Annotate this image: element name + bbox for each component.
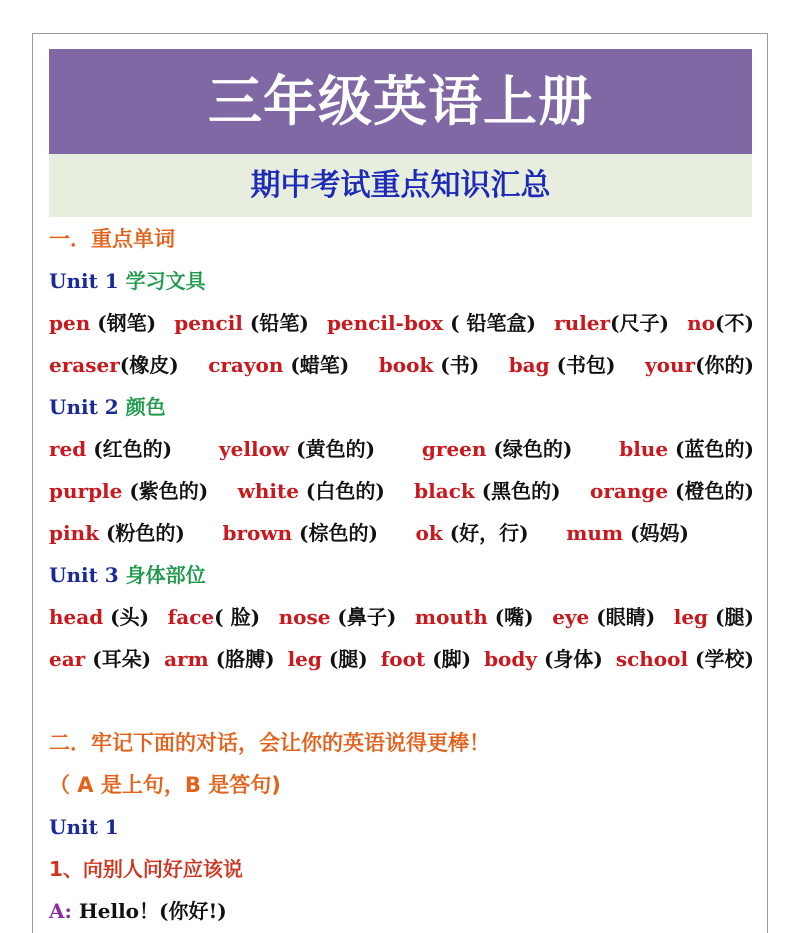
unit-topic: 身体部位 (125, 563, 206, 587)
chinese-meaning: (蓝色的) (668, 437, 754, 461)
chinese-meaning: (腿) (708, 605, 754, 629)
vocab-item (414, 470, 560, 512)
vocab-item (645, 344, 754, 386)
vocab-item (279, 596, 397, 638)
speaker-label: A: (49, 899, 72, 923)
english-word: school (615, 647, 689, 671)
unit-label: Unit 2 (49, 395, 119, 419)
vocab-item (552, 596, 655, 638)
english-word: red (49, 437, 87, 461)
english-word: eye (552, 605, 590, 629)
page-title: 三年级英语上册 (49, 49, 752, 154)
chinese-meaning: (耳朵) (85, 647, 152, 671)
chinese-meaning: (紫色的) (122, 479, 209, 503)
vocab-item (174, 302, 309, 344)
vocab-item (288, 638, 368, 680)
chinese-meaning: (书包) (549, 353, 616, 377)
english-word: face (167, 605, 215, 629)
chinese-meaning: (胳膊) (208, 647, 275, 671)
vocab-item (616, 638, 754, 680)
unit-topic: 颜色 (125, 395, 166, 419)
english-word: purple (49, 479, 123, 503)
vocab-item (415, 596, 534, 638)
english-word: white (237, 479, 299, 503)
english-word: orange (589, 479, 669, 503)
chinese-meaning: (铅笔) (242, 311, 309, 335)
english-word: mum (566, 521, 624, 545)
section-heading-vocabulary: 一．重点单词 (49, 227, 175, 251)
english-word: nose (278, 605, 331, 629)
chinese-meaning: (眼睛) (589, 605, 656, 629)
chinese-meaning: (白色的) (298, 479, 385, 503)
english-word: foot (380, 647, 426, 671)
chinese-meaning: (嘴) (487, 605, 534, 629)
chinese-meaning: (学校) (688, 647, 754, 671)
vocab-item (49, 302, 156, 344)
vocab-item (219, 428, 375, 470)
english-word: leg (287, 647, 322, 671)
english-word: eraser (49, 353, 120, 377)
chinese-meaning: (黄色的) (289, 437, 376, 461)
vocab-item (49, 470, 208, 512)
english-word: blue (619, 437, 669, 461)
english-word: ruler (554, 311, 611, 335)
chinese-meaning: (黑色的) (474, 479, 561, 503)
unit-2-header (49, 386, 754, 428)
vocab-item (509, 344, 616, 386)
english-word: book (378, 353, 434, 377)
vocab-item (422, 428, 572, 470)
vocab-row (49, 470, 754, 512)
vocab-item (674, 596, 754, 638)
vocab-item (49, 344, 179, 386)
english-word: mouth (414, 605, 488, 629)
english-word: yellow (219, 437, 290, 461)
chinese-meaning: (粉色的) (98, 521, 185, 545)
chinese-meaning: (妈妈) (623, 521, 689, 545)
unit-topic: 学习文具 (125, 269, 206, 293)
dialogue-note: （ A 是上句，B 是答句) (49, 773, 281, 797)
vocab-item (416, 512, 529, 554)
vocab-item (619, 428, 754, 470)
vocab-item (381, 638, 471, 680)
english-word: head (49, 605, 104, 629)
vocab-item (222, 512, 378, 554)
chinese-meaning: (鼻子) (330, 605, 397, 629)
english-word: no (687, 311, 716, 335)
chinese-meaning: (脚) (425, 647, 472, 671)
unit-1-dialogue-header: Unit 1 (49, 815, 119, 839)
english-word: body (484, 647, 537, 671)
english-word: pencil-box (326, 311, 444, 335)
chinese-meaning: ( 脸) (214, 605, 261, 629)
chinese-meaning: (身体) (537, 647, 603, 671)
vocab-item (566, 512, 689, 554)
unit-3-header (49, 554, 754, 596)
vocab-row (49, 344, 754, 386)
vocab-row (49, 512, 689, 554)
english-word: crayon (208, 353, 284, 377)
vocab-item (484, 638, 603, 680)
english-word: brown (222, 521, 293, 545)
chinese-meaning: (尺子) (610, 311, 669, 335)
unit-1-header (49, 260, 754, 302)
english-word: bag (508, 353, 550, 377)
vocab-item (687, 302, 754, 344)
dialogue-item-1: 1、向别人问好应该说 (49, 857, 243, 881)
chinese-meaning: (不) (715, 311, 754, 335)
unit-label: Unit 3 (49, 563, 119, 587)
english-word: green (421, 437, 487, 461)
chinese-meaning: (钢笔) (90, 311, 157, 335)
chinese-meaning: (橙色的) (668, 479, 754, 503)
english-word: ok (415, 521, 443, 545)
chinese-meaning: (你的) (695, 353, 754, 377)
english-word: black (414, 479, 475, 503)
page-subtitle: 期中考试重点知识汇总 (49, 154, 752, 217)
chinese-meaning: (腿) (321, 647, 368, 671)
vocab-item (554, 302, 669, 344)
english-word: pencil (174, 311, 243, 335)
vocab-row (49, 596, 754, 638)
vocab-item (327, 302, 536, 344)
english-word: pink (49, 521, 99, 545)
vocab-row (49, 638, 754, 680)
chinese-meaning: (书) (433, 353, 480, 377)
vocab-item (49, 428, 172, 470)
chinese-meaning: (棕色的) (292, 521, 378, 545)
chinese-meaning: (好，行) (442, 521, 529, 545)
vocab-item (49, 596, 149, 638)
vocab-item (590, 470, 754, 512)
english-word: ear (49, 647, 86, 671)
vocab-item (168, 596, 260, 638)
vocab-row (49, 302, 754, 344)
section-heading-dialogues: 二．牢记下面的对话，会让你的英语说得更棒！ (49, 731, 490, 755)
english-word: pen (49, 311, 91, 335)
chinese-meaning: (红色的) (86, 437, 173, 461)
vocab-item (379, 344, 479, 386)
unit-label: Unit 1 (49, 269, 119, 293)
vocab-item (49, 512, 185, 554)
vocab-item (49, 638, 151, 680)
chinese-meaning: (蜡笔) (283, 353, 350, 377)
dialogue-line (49, 890, 754, 932)
vocab-item (208, 344, 349, 386)
chinese-meaning: (橡皮) (119, 353, 179, 377)
chinese-meaning: (头) (103, 605, 150, 629)
chinese-meaning: ( 铅笔盒) (443, 311, 536, 335)
document-page (32, 33, 768, 933)
english-word: your (645, 353, 696, 377)
english-word: arm (164, 647, 209, 671)
dialogue-text: Hello！(你好!) (71, 899, 227, 923)
vocab-item (164, 638, 275, 680)
vocab-row (49, 428, 754, 470)
vocab-item (238, 470, 385, 512)
chinese-meaning: (绿色的) (486, 437, 573, 461)
english-word: leg (673, 605, 709, 629)
